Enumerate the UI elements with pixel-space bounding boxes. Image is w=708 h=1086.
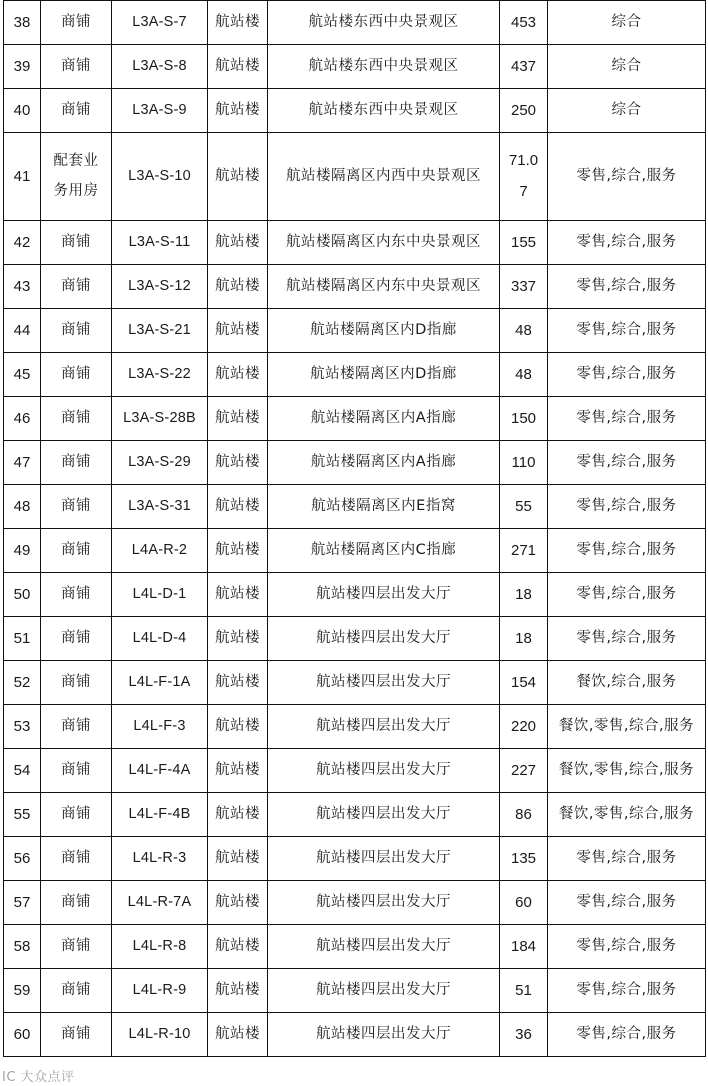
cell-use: 零售,综合,服务 — [548, 309, 706, 353]
cell-code: L4L-F-4A — [112, 749, 208, 793]
cell-location: 航站楼四层出发大厅 — [268, 573, 500, 617]
cell-number: 48 — [4, 485, 41, 529]
cell-building: 航站楼 — [208, 881, 268, 925]
cell-number: 54 — [4, 749, 41, 793]
cell-code: L4L-F-4B — [112, 793, 208, 837]
cell-building: 航站楼 — [208, 749, 268, 793]
cell-area: 48 — [500, 353, 548, 397]
cell-code: L3A-S-7 — [112, 1, 208, 45]
cell-code: L3A-S-11 — [112, 221, 208, 265]
cell-building: 航站楼 — [208, 969, 268, 1013]
cell-use: 零售,综合,服务 — [548, 837, 706, 881]
cell-location: 航站楼隔离区内E指窝 — [268, 485, 500, 529]
cell-number: 60 — [4, 1013, 41, 1057]
cell-location: 航站楼隔离区内A指廊 — [268, 441, 500, 485]
cell-building: 航站楼 — [208, 397, 268, 441]
cell-area: 55 — [500, 485, 548, 529]
cell-use: 零售,综合,服务 — [548, 133, 706, 221]
cell-code: L3A-S-29 — [112, 441, 208, 485]
watermark: IC 大众点评 — [2, 1070, 75, 1085]
cell-location: 航站楼隔离区内东中央景观区 — [268, 265, 500, 309]
cell-area: 154 — [500, 661, 548, 705]
cell-building: 航站楼 — [208, 705, 268, 749]
cell-type: 商铺 — [41, 837, 112, 881]
cell-type: 商铺 — [41, 265, 112, 309]
table-row — [4, 221, 706, 265]
cell-number: 59 — [4, 969, 41, 1013]
cell-area: 60 — [500, 881, 548, 925]
cell-location: 航站楼四层出发大厅 — [268, 661, 500, 705]
cell-code: L3A-S-8 — [112, 45, 208, 89]
cell-location: 航站楼东西中央景观区 — [268, 45, 500, 89]
cell-building: 航站楼 — [208, 485, 268, 529]
cell-type: 商铺 — [41, 309, 112, 353]
cell-use: 综合 — [548, 89, 706, 133]
cell-type: 商铺 — [41, 969, 112, 1013]
cell-area: 271 — [500, 529, 548, 573]
cell-code: L3A-S-10 — [112, 133, 208, 221]
cell-type: 商铺 — [41, 397, 112, 441]
cell-type: 商铺 — [41, 793, 112, 837]
cell-area: 227 — [500, 749, 548, 793]
cell-number: 49 — [4, 529, 41, 573]
cell-building: 航站楼 — [208, 1013, 268, 1057]
cell-location: 航站楼四层出发大厅 — [268, 617, 500, 661]
cell-code: L4L-D-4 — [112, 617, 208, 661]
cell-area: 220 — [500, 705, 548, 749]
cell-area: 250 — [500, 89, 548, 133]
cell-area: 18 — [500, 573, 548, 617]
cell-type: 商铺 — [41, 881, 112, 925]
cell-number: 55 — [4, 793, 41, 837]
cell-location: 航站楼隔离区内西中央景观区 — [268, 133, 500, 221]
table-row — [4, 89, 706, 133]
table-row — [4, 881, 706, 925]
cell-area: 337 — [500, 265, 548, 309]
table-row — [4, 1, 706, 45]
table-row — [4, 397, 706, 441]
cell-use: 餐饮,零售,综合,服务 — [548, 793, 706, 837]
cell-location: 航站楼隔离区内东中央景观区 — [268, 221, 500, 265]
table-row — [4, 749, 706, 793]
table-row — [4, 837, 706, 881]
cell-building: 航站楼 — [208, 661, 268, 705]
table-row — [4, 1013, 706, 1057]
table-row — [4, 309, 706, 353]
cell-use: 零售,综合,服务 — [548, 925, 706, 969]
cell-use: 零售,综合,服务 — [548, 617, 706, 661]
cell-code: L3A-S-22 — [112, 353, 208, 397]
cell-location: 航站楼隔离区内A指廊 — [268, 397, 500, 441]
cell-type: 商铺 — [41, 573, 112, 617]
table-row — [4, 969, 706, 1013]
cell-use: 零售,综合,服务 — [548, 969, 706, 1013]
cell-area: 18 — [500, 617, 548, 661]
cell-number: 47 — [4, 441, 41, 485]
cell-number: 51 — [4, 617, 41, 661]
cell-number: 42 — [4, 221, 41, 265]
cell-use: 零售,综合,服务 — [548, 441, 706, 485]
cell-area: 155 — [500, 221, 548, 265]
cell-number: 57 — [4, 881, 41, 925]
cell-building: 航站楼 — [208, 529, 268, 573]
cell-use: 零售,综合,服务 — [548, 221, 706, 265]
cell-type: 商铺 — [41, 1, 112, 45]
cell-area: 184 — [500, 925, 548, 969]
cell-building: 航站楼 — [208, 45, 268, 89]
cell-area: 110 — [500, 441, 548, 485]
cell-area: 36 — [500, 1013, 548, 1057]
cell-number: 52 — [4, 661, 41, 705]
cell-number: 39 — [4, 45, 41, 89]
table-row — [4, 441, 706, 485]
cell-building: 航站楼 — [208, 793, 268, 837]
cell-location: 航站楼四层出发大厅 — [268, 749, 500, 793]
cell-building: 航站楼 — [208, 89, 268, 133]
cell-building: 航站楼 — [208, 133, 268, 221]
cell-number: 38 — [4, 1, 41, 45]
table-row — [4, 925, 706, 969]
cell-use: 零售,综合,服务 — [548, 573, 706, 617]
cell-number: 41 — [4, 133, 41, 221]
cell-area: 135 — [500, 837, 548, 881]
cell-code: L4L-F-1A — [112, 661, 208, 705]
cell-use: 餐饮,零售,综合,服务 — [548, 705, 706, 749]
table-row — [4, 661, 706, 705]
cell-use: 综合 — [548, 1, 706, 45]
cell-type: 商铺 — [41, 705, 112, 749]
cell-location: 航站楼隔离区内D指廊 — [268, 353, 500, 397]
cell-type: 商铺 — [41, 485, 112, 529]
cell-use: 零售,综合,服务 — [548, 881, 706, 925]
cell-code: L4L-D-1 — [112, 573, 208, 617]
cell-building: 航站楼 — [208, 837, 268, 881]
cell-code: L4L-F-3 — [112, 705, 208, 749]
cell-location: 航站楼隔离区内C指廊 — [268, 529, 500, 573]
cell-code: L4A-R-2 — [112, 529, 208, 573]
cell-type: 商铺 — [41, 45, 112, 89]
cell-type: 商铺 — [41, 617, 112, 661]
cell-location: 航站楼四层出发大厅 — [268, 881, 500, 925]
cell-code: L4L-R-3 — [112, 837, 208, 881]
cell-building: 航站楼 — [208, 925, 268, 969]
table-row — [4, 45, 706, 89]
table-body — [4, 1, 706, 1057]
cell-location: 航站楼四层出发大厅 — [268, 925, 500, 969]
table-row — [4, 573, 706, 617]
cell-area: 453 — [500, 1, 548, 45]
table-row — [4, 705, 706, 749]
cell-location: 航站楼四层出发大厅 — [268, 969, 500, 1013]
cell-code: L4L-R-8 — [112, 925, 208, 969]
property-table — [3, 0, 706, 1057]
cell-code: L4L-R-7A — [112, 881, 208, 925]
cell-code: L3A-S-21 — [112, 309, 208, 353]
cell-type: 商铺 — [41, 89, 112, 133]
cell-use: 餐饮,零售,综合,服务 — [548, 749, 706, 793]
cell-type: 商铺 — [41, 1013, 112, 1057]
cell-building: 航站楼 — [208, 221, 268, 265]
cell-code: L4L-R-9 — [112, 969, 208, 1013]
cell-location: 航站楼四层出发大厅 — [268, 793, 500, 837]
cell-building: 航站楼 — [208, 1, 268, 45]
cell-type: 商铺 — [41, 925, 112, 969]
cell-type: 商铺 — [41, 529, 112, 573]
cell-location: 航站楼四层出发大厅 — [268, 705, 500, 749]
cell-use: 零售,综合,服务 — [548, 265, 706, 309]
cell-code: L4L-R-10 — [112, 1013, 208, 1057]
cell-area: 150 — [500, 397, 548, 441]
cell-building: 航站楼 — [208, 353, 268, 397]
cell-area: 86 — [500, 793, 548, 837]
cell-use: 零售,综合,服务 — [548, 1013, 706, 1057]
cell-type: 商铺 — [41, 353, 112, 397]
cell-number: 44 — [4, 309, 41, 353]
cell-code: L3A-S-28B — [112, 397, 208, 441]
cell-type: 配套业务用房 — [41, 133, 112, 221]
cell-use: 零售,综合,服务 — [548, 485, 706, 529]
cell-use: 综合 — [548, 45, 706, 89]
cell-area: 48 — [500, 309, 548, 353]
cell-type: 商铺 — [41, 441, 112, 485]
cell-building: 航站楼 — [208, 309, 268, 353]
cell-area: 51 — [500, 969, 548, 1013]
cell-type: 商铺 — [41, 661, 112, 705]
cell-code: L3A-S-12 — [112, 265, 208, 309]
cell-location: 航站楼隔离区内D指廊 — [268, 309, 500, 353]
cell-location: 航站楼东西中央景观区 — [268, 1, 500, 45]
table-row — [4, 265, 706, 309]
cell-building: 航站楼 — [208, 441, 268, 485]
cell-code: L3A-S-9 — [112, 89, 208, 133]
cell-number: 58 — [4, 925, 41, 969]
cell-location: 航站楼四层出发大厅 — [268, 1013, 500, 1057]
table-row — [4, 133, 706, 221]
cell-area: 71.07 — [500, 133, 548, 221]
cell-building: 航站楼 — [208, 573, 268, 617]
table-row — [4, 485, 706, 529]
cell-location: 航站楼四层出发大厅 — [268, 837, 500, 881]
cell-number: 46 — [4, 397, 41, 441]
cell-location: 航站楼东西中央景观区 — [268, 89, 500, 133]
cell-number: 56 — [4, 837, 41, 881]
cell-number: 53 — [4, 705, 41, 749]
cell-number: 50 — [4, 573, 41, 617]
cell-number: 45 — [4, 353, 41, 397]
cell-type: 商铺 — [41, 221, 112, 265]
table-row — [4, 529, 706, 573]
cell-building: 航站楼 — [208, 265, 268, 309]
cell-use: 餐饮,综合,服务 — [548, 661, 706, 705]
cell-building: 航站楼 — [208, 617, 268, 661]
table-row — [4, 617, 706, 661]
cell-code: L3A-S-31 — [112, 485, 208, 529]
cell-use: 零售,综合,服务 — [548, 529, 706, 573]
cell-number: 43 — [4, 265, 41, 309]
cell-type: 商铺 — [41, 749, 112, 793]
table-row — [4, 793, 706, 837]
table-row — [4, 353, 706, 397]
cell-area: 437 — [500, 45, 548, 89]
cell-use: 零售,综合,服务 — [548, 397, 706, 441]
cell-use: 零售,综合,服务 — [548, 353, 706, 397]
cell-number: 40 — [4, 89, 41, 133]
